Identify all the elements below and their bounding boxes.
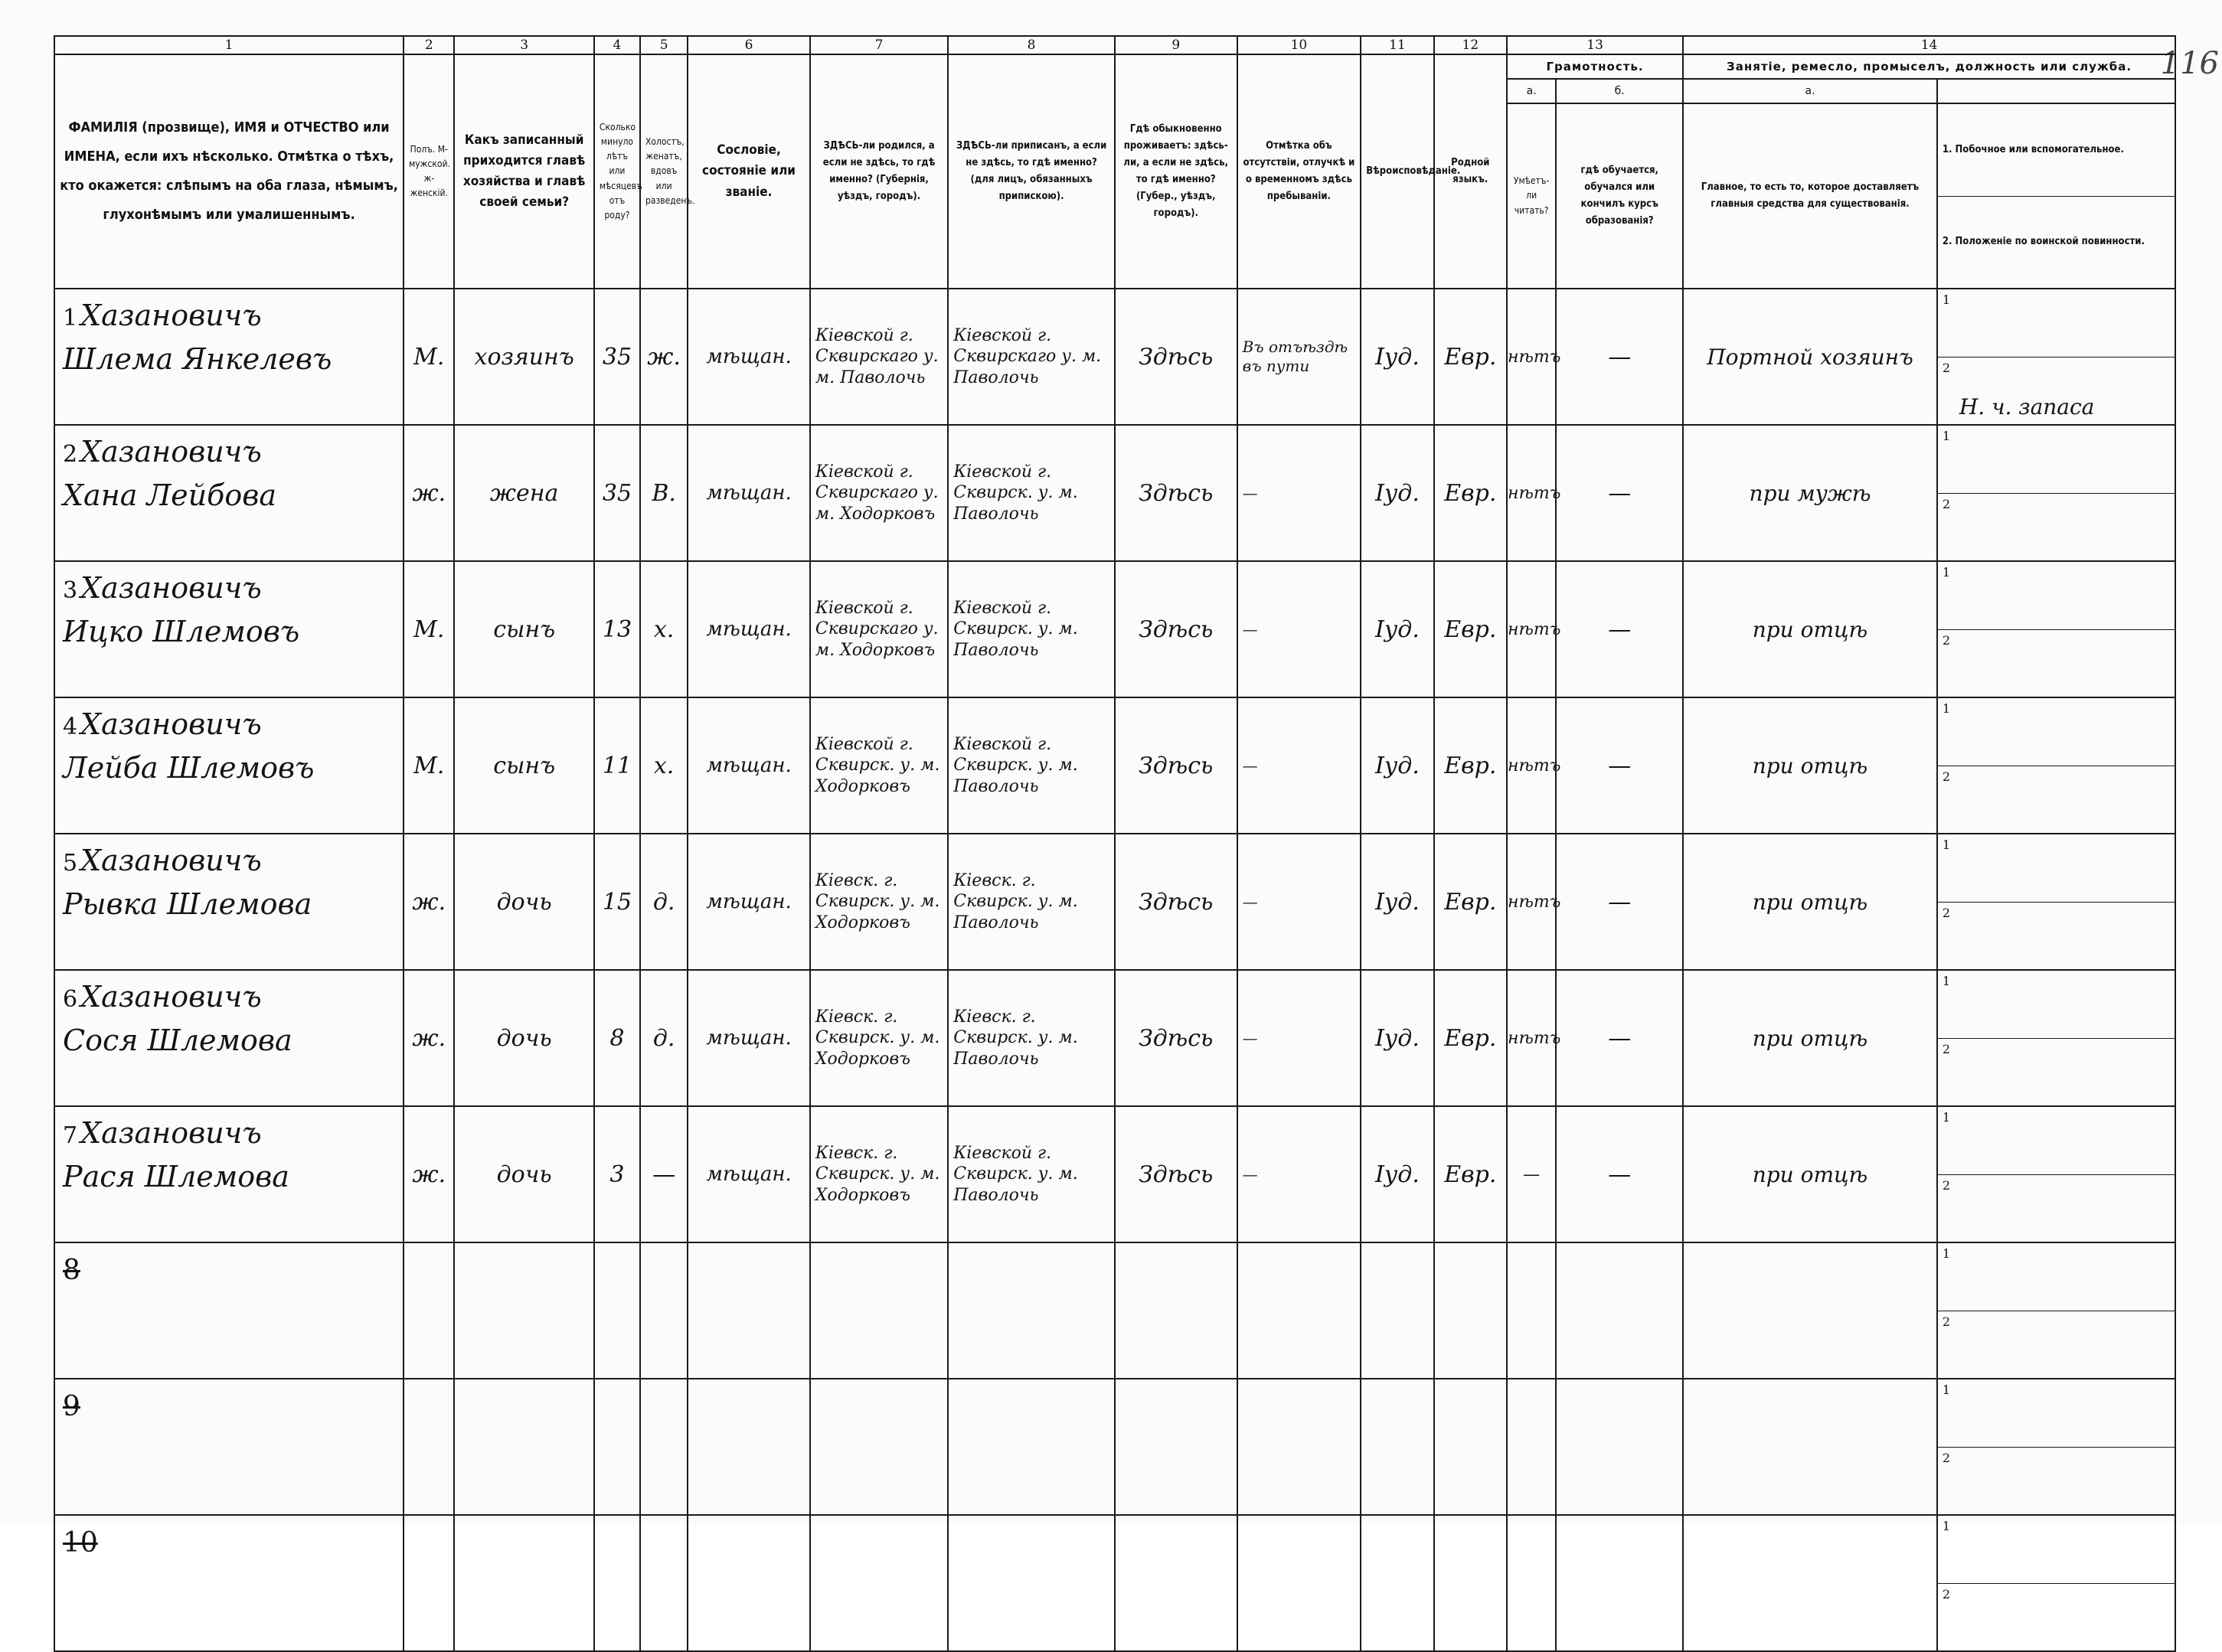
sex-cell: ж.: [404, 1106, 454, 1242]
occupation-main-cell: при отцѣ: [1683, 834, 1937, 970]
absence-cell: —: [1237, 697, 1361, 834]
person-name-cell: [54, 697, 404, 834]
header-age: Сколько минуло лѣтъ или мѣсяцевъ отъ роду?: [594, 54, 640, 289]
language-cell: [1434, 1379, 1507, 1515]
religion-cell: Іуд.: [1361, 697, 1433, 834]
slot-index-1: 1: [1942, 974, 1951, 988]
header-language: Родной языкъ.: [1434, 54, 1507, 289]
slot-index-1: 1: [1942, 1246, 1951, 1261]
colnum-3: 3: [454, 36, 593, 54]
occupation-main-cell: [1683, 1242, 1937, 1379]
slot-index-2: 2: [1942, 632, 1951, 648]
age-cell: 8: [594, 970, 640, 1106]
side-occupation-slot: [1938, 698, 2175, 766]
marital-cell: д.: [640, 970, 688, 1106]
age-cell: [594, 1515, 640, 1651]
census-table: [54, 35, 2176, 1652]
table-row-4: [54, 697, 2175, 834]
given-names: Лейба Шлемовъ: [63, 751, 315, 785]
occupation-main-cell: Портной хозяинъ: [1683, 289, 1937, 425]
colnum-11: 11: [1361, 36, 1433, 54]
table-row-2: [54, 425, 2175, 561]
row-number: 1: [63, 305, 78, 331]
estate-cell: [688, 1379, 810, 1515]
header-row-1: [54, 54, 2175, 79]
row-number: 7: [63, 1122, 78, 1149]
residence-cell: Здѣсь: [1115, 561, 1237, 697]
literate-cell: нѣтъ: [1507, 697, 1556, 834]
table-row-6: [54, 970, 2175, 1106]
column-number-row: [54, 36, 2175, 54]
birthplace-cell: Кіевск. г. Сквирск. у. м. Ходорковъ: [810, 834, 948, 970]
occupation-main-cell: [1683, 1515, 1937, 1651]
table-row-7: [54, 1106, 2175, 1242]
side-occupation-slot: [1938, 289, 2175, 357]
language-cell: [1434, 1515, 1507, 1651]
sex-cell: М.: [404, 289, 454, 425]
colnum-1: 1: [54, 36, 404, 54]
registered-cell: Кіевской г. Сквирск. у. м. Паволочь: [948, 697, 1115, 834]
side-occupation-slot: [1938, 562, 2175, 630]
surname: Хазановичъ: [80, 844, 262, 877]
estate-cell: [688, 1242, 810, 1379]
occupation-side-cell: [1937, 1515, 2175, 1651]
language-cell: Евр.: [1434, 970, 1507, 1106]
slot-index-2: 2: [1942, 1586, 1951, 1601]
colnum-5: 5: [640, 36, 688, 54]
occupation-side-cell: [1937, 1106, 2175, 1242]
marital-cell: х.: [640, 561, 688, 697]
sex-cell: М.: [404, 561, 454, 697]
religion-cell: Іуд.: [1361, 970, 1433, 1106]
marital-cell: ж.: [640, 289, 688, 425]
marital-cell: —: [640, 1106, 688, 1242]
registered-cell: Кіевской г. Сквирск. у. м. Паволочь: [948, 561, 1115, 697]
occupation-main-cell: [1683, 1379, 1937, 1515]
slot-index-2: 2: [1942, 1041, 1951, 1056]
occupation-side-cell: [1937, 289, 2175, 425]
side-occupation-slot: [1938, 1243, 2175, 1311]
registered-cell: Кіевск. г. Сквирск. у. м. Паволочь: [948, 970, 1115, 1106]
side-occupation-slot: [1938, 971, 2175, 1039]
slot-index-2: 2: [1942, 1314, 1951, 1329]
row-number: 6: [63, 986, 78, 1013]
birthplace-cell: [810, 1515, 948, 1651]
military-slot: [1938, 1311, 2175, 1379]
table-row-10: [54, 1515, 2175, 1651]
header-side-occupation: 1. Побочное или вспомогательное.: [1938, 104, 2175, 197]
sex-cell: [404, 1242, 454, 1379]
colnum-12: 12: [1434, 36, 1507, 54]
occupation-side-cell: [1937, 697, 2175, 834]
colnum-10: 10: [1237, 36, 1361, 54]
slot-index-2: 2: [1942, 1450, 1951, 1465]
slot-index-1: 1: [1942, 1383, 1951, 1397]
registered-cell: Кіевск. г. Сквирск. у. м. Паволочь: [948, 834, 1115, 970]
occupation-side-cell: [1937, 970, 2175, 1106]
header-occupation-side: [1937, 103, 2175, 289]
language-cell: Евр.: [1434, 697, 1507, 834]
relation-cell: сынъ: [454, 561, 593, 697]
slot-index-1: 1: [1942, 1110, 1951, 1125]
side-occupation-slot: [1938, 1379, 2175, 1448]
table-row-9: [54, 1379, 2175, 1515]
religion-cell: Іуд.: [1361, 561, 1433, 697]
residence-cell: Здѣсь: [1115, 697, 1237, 834]
registered-cell: Кіевской г. Сквирск. у. м. Паволочь: [948, 425, 1115, 561]
religion-cell: Іуд.: [1361, 425, 1433, 561]
birthplace-cell: Кіевск. г. Сквирск. у. м. Ходорковъ: [810, 1106, 948, 1242]
relation-cell: дочь: [454, 970, 593, 1106]
military-slot: [1938, 630, 2175, 697]
education-cell: —: [1556, 970, 1683, 1106]
census-body: [54, 289, 2175, 1651]
relation-cell: [454, 1242, 593, 1379]
given-names: Хана Лейбова: [63, 478, 276, 512]
colnum-8: 8: [948, 36, 1115, 54]
religion-cell: Іуд.: [1361, 1106, 1433, 1242]
surname: Хазановичъ: [80, 980, 262, 1014]
side-occupation-slot: [1938, 426, 2175, 494]
occupation-side-cell: [1937, 425, 2175, 561]
religion-cell: [1361, 1379, 1433, 1515]
given-names: Рывка Шлемова: [63, 887, 312, 921]
occupation-main-cell: при мужѣ: [1683, 425, 1937, 561]
birthplace-cell: [810, 1242, 948, 1379]
table-row-5: [54, 834, 2175, 970]
age-cell: 11: [594, 697, 640, 834]
given-names: Ицко Шлемовъ: [63, 615, 300, 648]
education-cell: —: [1556, 697, 1683, 834]
language-cell: [1434, 1242, 1507, 1379]
age-cell: [594, 1379, 640, 1515]
residence-cell: Здѣсь: [1115, 289, 1237, 425]
occupation-main-cell: при отцѣ: [1683, 1106, 1937, 1242]
education-cell: —: [1556, 561, 1683, 697]
military-slot: [1938, 1448, 2175, 1515]
row-number: 5: [63, 850, 78, 877]
side-occupation-slot: [1938, 834, 2175, 903]
colnum-14: 14: [1683, 36, 2175, 54]
row-number: 4: [63, 713, 78, 740]
relation-cell: дочь: [454, 1106, 593, 1242]
birthplace-cell: Кіевской г. Сквирскаго у. м. Паволочь: [810, 289, 948, 425]
residence-cell: Здѣсь: [1115, 425, 1237, 561]
header-can-read: Умѣетъ-ли читать?: [1507, 103, 1556, 289]
given-names: Сося Шлемова: [63, 1024, 292, 1057]
residence-cell: Здѣсь: [1115, 834, 1237, 970]
literate-cell: нѣтъ: [1507, 561, 1556, 697]
sex-cell: ж.: [404, 970, 454, 1106]
table-row-3: [54, 561, 2175, 697]
person-name-cell: [54, 425, 404, 561]
header-education: гдѣ обучается, обучался или кончилъ курсъ образованія?: [1556, 103, 1683, 289]
surname: Хазановичъ: [80, 707, 262, 741]
residence-cell: Здѣсь: [1115, 1106, 1237, 1242]
military-slot: [1938, 1039, 2175, 1106]
age-cell: 35: [594, 425, 640, 561]
slot-index-2: 2: [1942, 769, 1951, 784]
education-cell: [1556, 1515, 1683, 1651]
header-occupation-main: Главное, то есть то, которое доставляетъ главныя средства для существованія.: [1683, 103, 1937, 289]
header-literacy: Грамотность.: [1507, 54, 1683, 79]
occupation-side-cell: [1937, 1379, 2175, 1515]
person-name-cell: [54, 1106, 404, 1242]
header-relation: Какъ записанный приходится главѣ хозяйства и главѣ своей семьи?: [454, 54, 593, 289]
relation-cell: дочь: [454, 834, 593, 970]
age-cell: [594, 1242, 640, 1379]
birthplace-cell: Кіевской г. Сквирск. у. м. Ходорковъ: [810, 697, 948, 834]
literate-cell: [1507, 1515, 1556, 1651]
header-residence: Гдѣ обыкновенно проживаетъ: здѣсь-ли, а если не здѣсь, то гдѣ именно? (Губер., уѣздъ, городъ).: [1115, 54, 1237, 289]
slot-index-1: 1: [1942, 701, 1951, 716]
slot-index-1: 1: [1942, 292, 1951, 307]
age-cell: 15: [594, 834, 640, 970]
header-occupation-b-label: [1937, 79, 2175, 103]
table-row-8: [54, 1242, 2175, 1379]
military-slot: [1938, 766, 2175, 834]
absence-cell: —: [1237, 970, 1361, 1106]
absence-cell: [1237, 1515, 1361, 1651]
military-value: Н. ч. запаса: [1959, 394, 2095, 420]
language-cell: Евр.: [1434, 834, 1507, 970]
row-number: 3: [63, 577, 78, 604]
given-names: Рася Шлемова: [63, 1160, 289, 1193]
sex-cell: [404, 1379, 454, 1515]
literate-cell: —: [1507, 1106, 1556, 1242]
margin-page-mark: 116: [2160, 46, 2219, 81]
military-slot: [1938, 494, 2175, 561]
relation-cell: жена: [454, 425, 593, 561]
religion-cell: [1361, 1242, 1433, 1379]
registered-cell: [948, 1242, 1115, 1379]
relation-cell: [454, 1515, 593, 1651]
colnum-9: 9: [1115, 36, 1237, 54]
header-estate: Сословіе, состояніе или званіе.: [688, 54, 810, 289]
estate-cell: [688, 1515, 810, 1651]
estate-cell: мѣщан.: [688, 697, 810, 834]
birthplace-cell: Кіевской г. Сквирскаго у. м. Ходорковъ: [810, 561, 948, 697]
religion-cell: [1361, 1515, 1433, 1651]
person-name-cell: [54, 970, 404, 1106]
relation-cell: сынъ: [454, 697, 593, 834]
surname: Хазановичъ: [80, 299, 262, 332]
literate-cell: нѣтъ: [1507, 425, 1556, 561]
sex-cell: [404, 1515, 454, 1651]
slot-index-2: 2: [1942, 905, 1951, 920]
registered-cell: Кіевской г. Сквирск. у. м. Паволочь: [948, 1106, 1115, 1242]
literate-cell: нѣтъ: [1507, 970, 1556, 1106]
birthplace-cell: Кіевск. г. Сквирск. у. м. Ходорковъ: [810, 970, 948, 1106]
age-cell: 35: [594, 289, 640, 425]
row-number: 8: [63, 1255, 80, 1286]
header-occupation: Занятіе, ремесло, промыселъ, должность или служба.: [1683, 54, 2175, 79]
residence-cell: Здѣсь: [1115, 970, 1237, 1106]
given-names: Шлема Янкелевъ: [63, 342, 332, 376]
marital-cell: [640, 1242, 688, 1379]
header-military: 2. Положеніе по воинской повинности.: [1942, 236, 2145, 248]
absence-cell: —: [1237, 834, 1361, 970]
marital-cell: В.: [640, 425, 688, 561]
slot-index-2: 2: [1942, 360, 1951, 375]
language-cell: Евр.: [1434, 289, 1507, 425]
marital-cell: [640, 1515, 688, 1651]
header-religion: Вѣроисповѣданіе.: [1361, 54, 1433, 289]
absence-cell: —: [1237, 425, 1361, 561]
surname: Хазановичъ: [80, 435, 262, 469]
education-cell: —: [1556, 834, 1683, 970]
residence-cell: [1115, 1242, 1237, 1379]
colnum-2: 2: [404, 36, 454, 54]
header-birthplace: ЗДѢСЬ-ли родился, а если не здѣсь, то гдѣ именно? (Губернія, уѣздъ, городъ).: [810, 54, 948, 289]
age-cell: 3: [594, 1106, 640, 1242]
literate-cell: нѣтъ: [1507, 834, 1556, 970]
header-marital: Холостъ, женатъ, вдовъ или разведенъ.: [640, 54, 688, 289]
language-cell: Евр.: [1434, 561, 1507, 697]
language-cell: Евр.: [1434, 1106, 1507, 1242]
slot-index-2: 2: [1942, 496, 1951, 511]
literate-cell: нѣтъ: [1507, 289, 1556, 425]
header-occupation-a-label: а.: [1683, 79, 1937, 103]
person-name-cell: [54, 834, 404, 970]
registered-cell: [948, 1379, 1115, 1515]
estate-cell: мѣщан.: [688, 289, 810, 425]
estate-cell: мѣщан.: [688, 1106, 810, 1242]
military-slot: [1938, 903, 2175, 970]
literate-cell: [1507, 1242, 1556, 1379]
side-occupation-slot: [1938, 1107, 2175, 1175]
side-occupation-slot: [1938, 1516, 2175, 1584]
marital-cell: [640, 1379, 688, 1515]
colnum-13: 13: [1507, 36, 1683, 54]
absence-cell: [1237, 1242, 1361, 1379]
sex-cell: ж.: [404, 834, 454, 970]
marital-cell: х.: [640, 697, 688, 834]
table-row-1: [54, 289, 2175, 425]
language-cell: Евр.: [1434, 425, 1507, 561]
estate-cell: мѣщан.: [688, 834, 810, 970]
literate-cell: [1507, 1379, 1556, 1515]
religion-cell: Іуд.: [1361, 289, 1433, 425]
row-number: 9: [63, 1391, 80, 1422]
colnum-7: 7: [810, 36, 948, 54]
age-cell: 13: [594, 561, 640, 697]
absence-cell: [1237, 1379, 1361, 1515]
header-sex: Полъ. М-мужской. ж-женскій.: [404, 54, 454, 289]
census-form: [54, 35, 2176, 1601]
education-cell: [1556, 1242, 1683, 1379]
residence-cell: [1115, 1379, 1237, 1515]
religion-cell: Іуд.: [1361, 834, 1433, 970]
education-cell: —: [1556, 425, 1683, 561]
education-cell: —: [1556, 1106, 1683, 1242]
slot-index-1: 1: [1942, 429, 1951, 443]
education-cell: —: [1556, 289, 1683, 425]
relation-cell: хозяинъ: [454, 289, 593, 425]
row-number: 10: [63, 1527, 98, 1559]
military-slot: [1938, 1584, 2175, 1651]
occupation-side-cell: [1937, 1242, 2175, 1379]
colnum-4: 4: [594, 36, 640, 54]
estate-cell: мѣщан.: [688, 970, 810, 1106]
person-name-cell: [54, 561, 404, 697]
occupation-side-cell: [1937, 834, 2175, 970]
sex-cell: ж.: [404, 425, 454, 561]
occupation-main-cell: при отцѣ: [1683, 561, 1937, 697]
military-slot: [1938, 1175, 2175, 1242]
absence-cell: Въ отъѣздѣ въ пути: [1237, 289, 1361, 425]
education-cell: [1556, 1379, 1683, 1515]
person-name-cell: [54, 1242, 404, 1379]
header-registered: ЗДѢСЬ-ли приписанъ, а если не здѣсь, то гдѣ именно? (для лицъ, обязанныхъ припискою).: [948, 54, 1115, 289]
registered-cell: [948, 1515, 1115, 1651]
slot-index-1: 1: [1942, 565, 1951, 580]
relation-cell: [454, 1379, 593, 1515]
occupation-main-cell: при отцѣ: [1683, 970, 1937, 1106]
colnum-6: 6: [688, 36, 810, 54]
slot-index-1: 1: [1942, 1519, 1951, 1533]
slot-index-2: 2: [1942, 1177, 1951, 1193]
occupation-main-cell: при отцѣ: [1683, 697, 1937, 834]
military-slot: [1938, 357, 2175, 425]
birthplace-cell: Кіевской г. Сквирскаго у. м. Ходорковъ: [810, 425, 948, 561]
sex-cell: М.: [404, 697, 454, 834]
occupation-side-cell: [1937, 561, 2175, 697]
estate-cell: мѣщан.: [688, 561, 810, 697]
slot-index-1: 1: [1942, 837, 1951, 852]
person-name-cell: [54, 289, 404, 425]
person-name-cell: [54, 1379, 404, 1515]
absence-cell: —: [1237, 1106, 1361, 1242]
header-literacy-b-label: б.: [1556, 79, 1683, 103]
row-number: 2: [63, 441, 78, 468]
marital-cell: д.: [640, 834, 688, 970]
header-name: ФАМИЛІЯ (прозвище), ИМЯ и ОТЧЕСТВО или ИМЕНА, если ихъ нѣсколько. Отмѣтка о тѣхъ, кто окажется: слѣпымъ на оба глаза, нѣмымъ, глухонѣмымъ или умалишеннымъ.: [54, 54, 404, 289]
person-name-cell: [54, 1515, 404, 1651]
registered-cell: Кіевской г. Сквирскаго у. м. Паволочь: [948, 289, 1115, 425]
estate-cell: мѣщан.: [688, 425, 810, 561]
birthplace-cell: [810, 1379, 948, 1515]
absence-cell: —: [1237, 561, 1361, 697]
surname: Хазановичъ: [80, 571, 262, 605]
header-literacy-a-label: а.: [1507, 79, 1556, 103]
surname: Хазановичъ: [80, 1116, 262, 1150]
header-absence: Отмѣтка объ отсутствіи, отлучкѣ и о временномъ здѣсь пребываніи.: [1237, 54, 1361, 289]
residence-cell: [1115, 1515, 1237, 1651]
